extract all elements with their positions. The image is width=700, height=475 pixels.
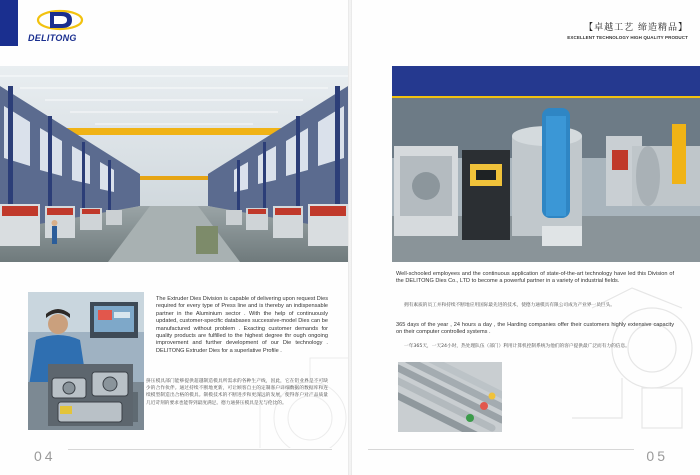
left-page: [0, 0, 348, 475]
left-en-paragraph: The Extruder Dies Division is capable of delivering upon request Dies required for every type of Press line and is thereby an indispensable partner in the Aluminium sector . With the help of continuously updated, customer-specific databases successive-model Dies can be manufactured without problem . Exacting customer demands for quality products are fulfilled to the highest degree thr ough ongoing improvement and further development of our Die technology . DELITONG Extruder Dies for a superlative Profile .: [156, 296, 328, 354]
steel-bars-photo: [398, 362, 502, 432]
slogan-en: EXCELLENT TECHNOLOGY HIGH QUALITY PRODUCT: [567, 35, 688, 40]
blue-banner: [392, 66, 700, 96]
brand-name: DELITONG: [28, 33, 77, 43]
slogan-cn: 【卓越工艺 缔造精品】: [584, 23, 688, 33]
brand-logo: [26, 6, 96, 46]
die-drawing-watermark: [562, 268, 700, 448]
right-en-paragraph-1: Well-schooled employees and the continuous application of state-of-the-art technology have led this Division of the DELITONG Dies Co., LTD to become a powerful partner in a variety of industrial fields.: [396, 271, 674, 285]
right-page-number: 05: [646, 448, 668, 464]
left-page-number: 04: [34, 448, 56, 464]
right-cn-paragraph-1: 拥有素质的员工并和持续不断地应用国际最先进的技术，使德力通模具有限公司成为产业界一员巨头。: [404, 303, 615, 308]
right-page: [352, 0, 700, 475]
blue-tab: [0, 0, 18, 46]
yellow-accent: [392, 96, 700, 98]
extrusion-dies-photo: [48, 364, 133, 426]
factory-hall-photo: [0, 66, 348, 262]
right-cn-paragraph-2: 一年365天，一天24小时，热处理队伍（部门）利用计算机控制系统为他们的客户提供最广泛而有力的信息。: [404, 344, 630, 349]
header-slogan: [567, 20, 688, 40]
right-en-paragraph-2: 365 days of the year , 24 hours a day , the Harding companies offer their customers highly extensive capacity on their computer controlled systems .: [396, 322, 674, 336]
die-watermark: [160, 268, 348, 448]
right-bottom-rule: [368, 449, 634, 450]
left-bottom-rule: [68, 449, 332, 450]
left-cn-paragraph: 挤压模具部门能够提供超越制造模具所需求的各种生产线，因此，它在铝业界是不可缺少的合作伙伴。通过持续不断地更新，可让顾客自主的定制客户详细数据的数据库和连续模型制造出合格的模具。制模技术的不断进步和更深远的发展，使得客户对产品质量几近苛刻的要求也能得到最度满足。德力通挤压模具是无与伦比的。: [146, 379, 328, 406]
logo-mark-icon: [36, 8, 84, 32]
